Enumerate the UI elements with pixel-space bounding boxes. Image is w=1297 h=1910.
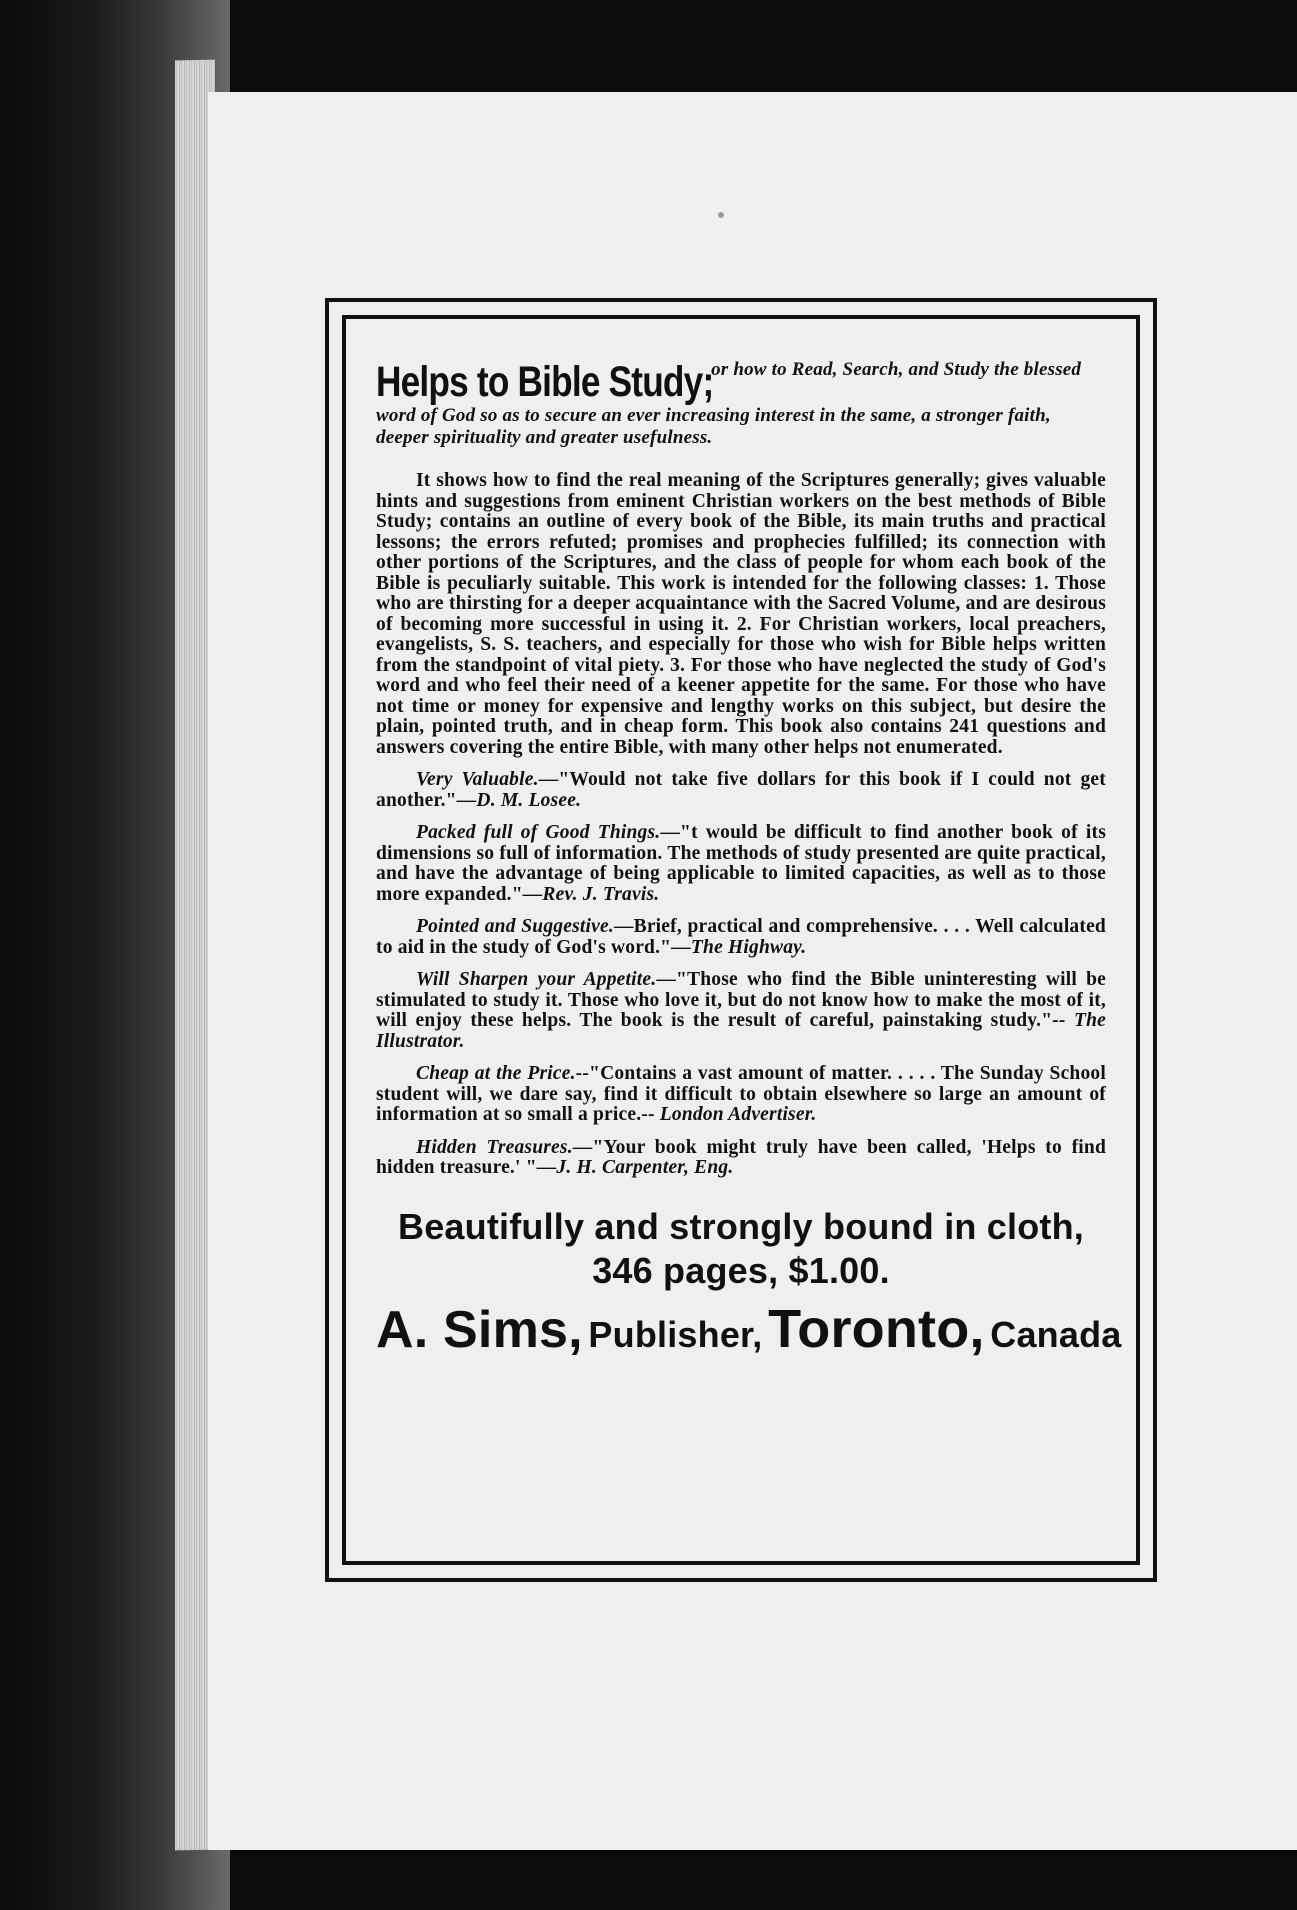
review-4: [376, 970, 1106, 1052]
advertisement-inner-border: [342, 315, 1140, 1565]
review-text: —"t would be difficult to find another book of its dimensions so full of information. The methods of study presented are quite practical, and have the advantage of being applicable to limited capacities, as well as to those more expanded.": [376, 822, 1106, 905]
advertisement-frame: [325, 298, 1157, 1582]
review-text: —"Your book might truly have been called, 'Helps to find hidden treasure.' ": [376, 1136, 1106, 1178]
review-5: [376, 1064, 1106, 1126]
binding-price-block: [376, 1205, 1106, 1293]
review-source: London Advertiser.: [659, 1104, 817, 1125]
review-lead: Cheap at the Price.: [416, 1063, 576, 1084]
binding-line: Beautifully and strongly bound in cloth,: [398, 1205, 1084, 1247]
review-lead: Packed full of Good Things.: [416, 822, 661, 843]
publisher-country: Canada: [990, 1313, 1122, 1355]
advertisement-content: [376, 358, 1122, 1541]
review-lead: Will Sharpen your Appetite.: [416, 969, 657, 990]
ad-description: It shows how to find the real meaning of the Scriptures generally; gives valuable hints and suggestions from eminent Christian workers on the best methods of Bible Study; contains an outline of every book of the Bible, its main truths and practical lessons; the errors refuted; promises and prophecies fulfilled; its connection with other portions of the Scriptures, and the class of people for whom each book of the Bible is peculiarly suitable. This work is intended for the following classes: 1. Those who are thirsting for a deeper acquaintance with the Sacred Volume, and are desirous of becoming more successful in using it. 2. For Christian workers, local preachers, evangelists, S. S. teachers, and especially for those who wish for Bible helps written from the standpoint of vital piety. 3. For those who have neglected the study of God's word and who feel their need of a keener appetite for the same. For those who have not time or money for expensive and lengthy works on this subject, but desire the plain, pointed truth, and in cheap form. This book also contains 241 questions and answers covering the entire Bible, with many other helps not enumerated.: [376, 470, 1106, 758]
review-source: —D. M. Losee.: [456, 789, 582, 811]
review-text: —"Those who find the Bible uninteresting will be stimulated to study it. Those who love it, but do not know how to make the most of it, will enjoy these helps. The book is the result of careful, painstaking study.": [376, 969, 1106, 1031]
review-source: -- The Illustrator.: [376, 1010, 1106, 1052]
price-line: 346 pages, $1.00.: [592, 1249, 890, 1291]
review-source: —Rev. J. Travis.: [522, 883, 660, 905]
review-text: —Brief, practical and comprehensive. . . . Well calculated to aid in the study of God's word.": [376, 916, 1106, 958]
page-speck: [718, 212, 724, 218]
publisher-city: Toronto,: [768, 1298, 985, 1359]
review-2: [376, 823, 1106, 905]
review-text: --"Contains a vast amount of matter. . . . . The Sunday School student will, we dare say, find it difficult to obtain elsewhere so large an amount of information at so small a price.--: [376, 1063, 1106, 1125]
review-lead: Pointed and Suggestive.: [416, 916, 614, 937]
publisher-line: [376, 1298, 1122, 1359]
ad-heading: [376, 359, 1106, 449]
ad-subtitle: or how to Read, Search, and Study the blessed word of God so as to secure an ever increasing interest in the same, a stronger faith, deeper spirituality and greater usefulness.: [376, 359, 1082, 448]
review-lead: Hidden Treasures.: [416, 1136, 573, 1158]
review-3: [376, 917, 1106, 958]
review-source: —J. H. Carpenter, Eng.: [536, 1157, 734, 1178]
ad-title: Helps to Bible Study;: [376, 358, 714, 406]
review-6: [376, 1138, 1106, 1179]
publisher-label: Publisher,: [588, 1313, 763, 1355]
review-text: —"Would not take five dollars for this book if I could not get another.": [376, 769, 1106, 811]
review-lead: Very Valuable.: [416, 769, 539, 790]
publisher-name: A. Sims,: [376, 1300, 583, 1359]
review-1: [376, 770, 1106, 811]
review-source: —The Highway.: [671, 936, 807, 958]
